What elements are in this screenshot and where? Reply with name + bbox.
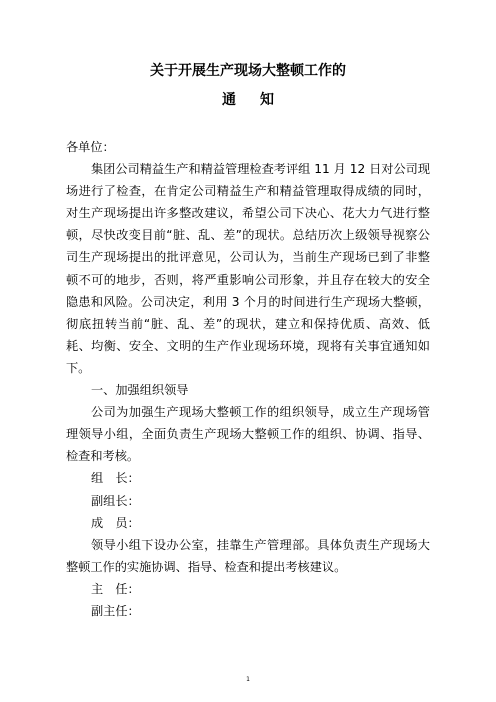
document-subtitle — [0, 91, 496, 109]
salutation: 各单位： — [66, 140, 115, 154]
document-title: 关于开展生产现场大整顿工作的 — [150, 63, 346, 79]
paragraph-intro: 集团公司精益生产和精益管理检查考评组 11 月 12 日对公司现场进行了检查，在肯定公司精益生产和精益管理取得成绩的同时，对生产现场提出许多整改建议，希望公司下决心、花大力气进行整顿，尽快改变目前“脏、乱、差”的现状。总结历次上级领导视察公司生产现场提出的批评意见，公司认为，当前生产现场已到了非整顿不可的地步，否则，将严重影响公司形象，并且存在较大的安全隐患和风险。公司决定，利用 3 个月的时间进行生产现场大整顿，彻底扭转当前“脏、乱、差”的现状，建立和保持优质、高效、低耗、均衡、安全、文明的生产作业现场环境，现将有关事宜通知如下。 — [66, 162, 431, 375]
director-line: 主 任： — [91, 581, 140, 596]
deputy-leader-line: 副组长： — [91, 493, 140, 508]
section-heading-organization: 一、加强组织领导 — [91, 383, 189, 398]
paragraph-office: 领导小组下设办公室，挂靠生产管理部。具体负责生产现场大整顿工作的实施协调、指导、检查和提出考核建议。 — [66, 537, 430, 574]
leader-line: 组 长： — [91, 471, 140, 486]
subtitle-char-1: 通 — [222, 92, 236, 108]
members-line: 成 员： — [91, 515, 140, 530]
document-body — [66, 136, 430, 622]
subtitle-char-2: 知 — [260, 92, 274, 108]
page-number: 1 — [246, 676, 250, 683]
paragraph-leadership-group: 公司为加强生产现场大整顿工作的组织领导，成立生产现场管理领导小组，全面负责生产现场大整顿工作的组织、协调、指导、检查和考核。 — [66, 405, 430, 464]
deputy-director-line: 副主任： — [91, 603, 140, 618]
